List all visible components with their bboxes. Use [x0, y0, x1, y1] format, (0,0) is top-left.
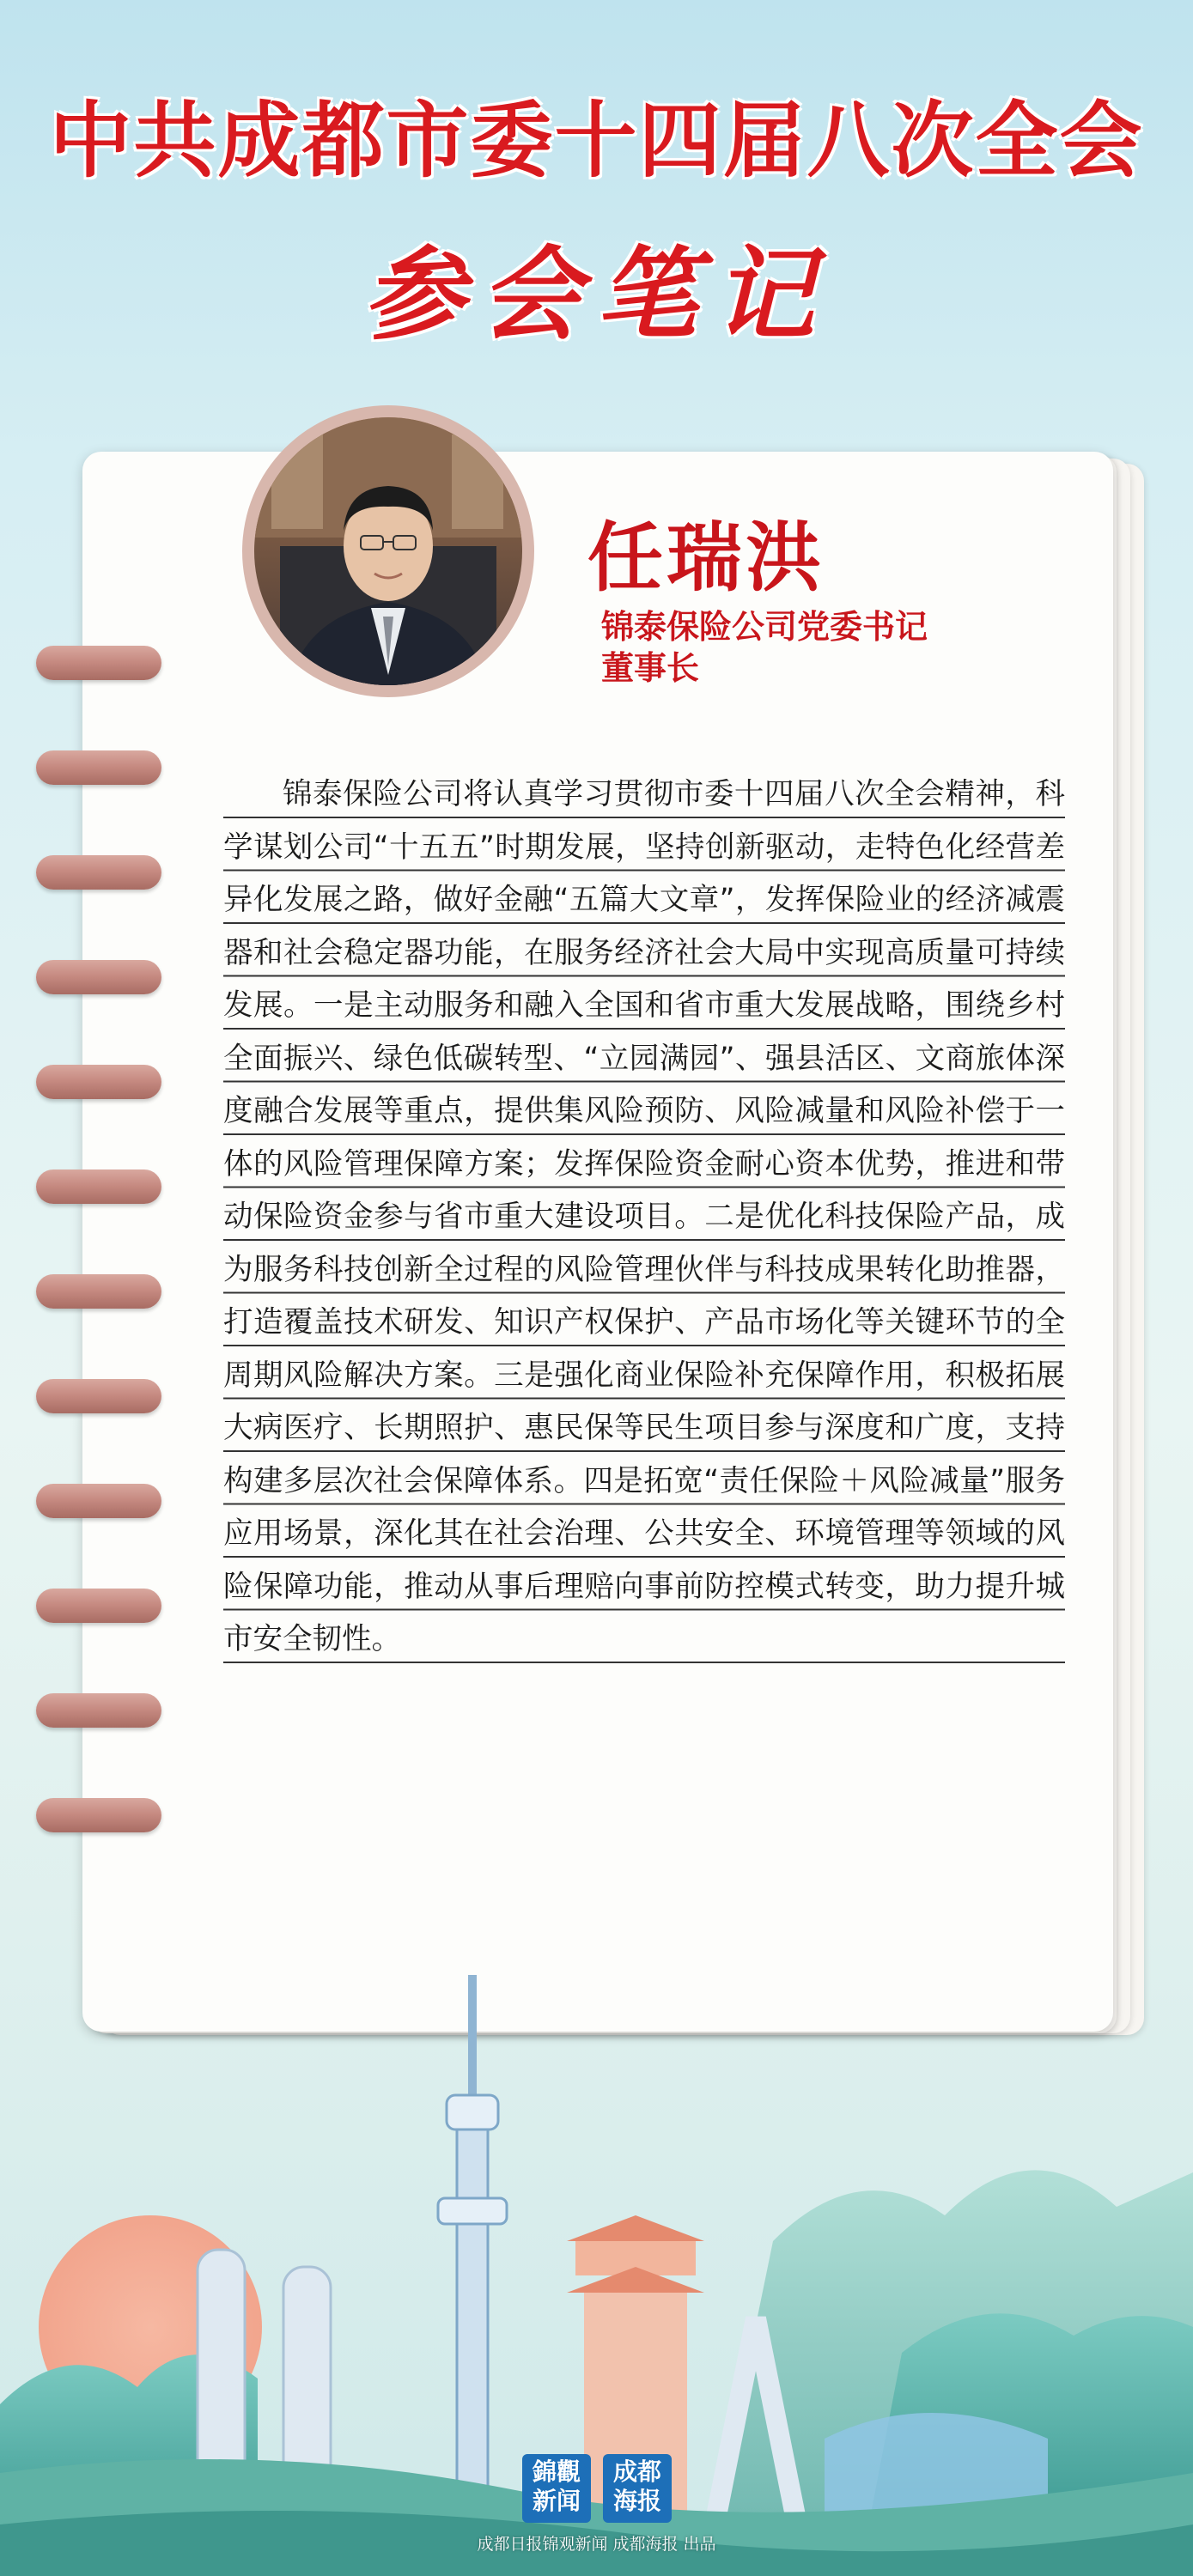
spiral-ring: [36, 1693, 161, 1728]
person-title: [601, 606, 928, 689]
page-title: 中共成都市委十四届八次全会: [49, 93, 1144, 189]
article-body: 锦泰保险公司将认真学习贯彻市委十四届八次全会精神，科学谋划公司“十五五”时期发展，坚持创新驱动，走特色化经营差异化发展之路，做好金融“五篇大文章”，发挥保险业的经济减震器和社会稳定器功能，在服务经济社会大局中实现高质量可持续发展。一是主动服务和融入全国和省市重大发展战略，围绕乡村全面振兴、绿色低碳转型、“立园满园”、强县活区、文商旅体深度融合发展等重点，提供集风险预防、风险减量和风险补偿于一体的风险管理保障方案；发挥保险资金耐心资本优势，推进和带动保险资金参与省市重大建设项目。二是优化科技保险产品，成为服务科技创新全过程的风险管理伙伴与科技成果转化助推器，打造覆盖技术研发、知识产权保护、产品市场化等关键环节的全周期风险解决方案。三是强化商业保险补充保障作用，积极拓展大病医疗、长期照护、惠民保等民生项目参与深度和广度，支持构建多层次社会保障体系。四是拓宽“责任保险＋风险减量”服务应用场景，深化其在社会治理、公共安全、环境管理等领域的风险保障功能，推动从事后理赔向事前防控模式转变，助力提升城市安全韧性。: [223, 769, 1065, 1667]
spiral-ring: [36, 1484, 161, 1518]
portrait-photo: [254, 417, 522, 685]
spiral-ring: [36, 750, 161, 785]
person-name: 任瑞洪: [587, 513, 825, 602]
spiral-ring: [36, 1798, 161, 1832]
spiral-ring: [36, 1274, 161, 1309]
spiral-ring: [36, 646, 161, 680]
logo-chengdu-poster: 成都海报: [603, 2454, 672, 2523]
person-title-line1: 锦泰保险公司党委书记: [601, 608, 928, 646]
spiral-ring: [36, 960, 161, 994]
avatar: [242, 405, 534, 697]
spiral-ring: [36, 1589, 161, 1623]
city-skyline-illustration: [0, 1958, 1193, 2576]
spiral-ring: [36, 1379, 161, 1413]
footer-credit: 成都日报锦观新闻 成都海报 出品: [477, 2535, 716, 2554]
person-title-line2: 董事长: [601, 649, 700, 687]
spiral-ring: [36, 855, 161, 890]
page-subtitle: 参会笔记: [362, 234, 831, 354]
spiral-ring: [36, 1065, 161, 1099]
logo-jinguan-news: 錦觀新闻: [522, 2454, 591, 2523]
person-silhouette-icon: [254, 417, 522, 685]
spiral-ring: [36, 1170, 161, 1204]
